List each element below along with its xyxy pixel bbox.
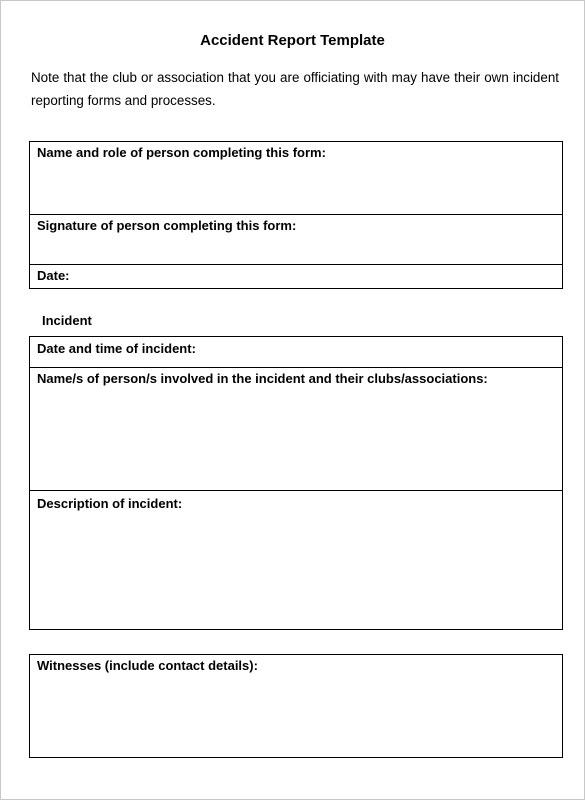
witness-table [29,654,563,758]
persons-involved-label: Name/s of person/s involved in the incident and their clubs/associations: [37,371,488,386]
incident-description-label: Description of incident: [37,496,183,511]
persons-involved-field[interactable] [30,368,563,491]
name-role-field[interactable] [30,142,563,215]
person-details-table [29,141,563,289]
witnesses-label: Witnesses (include contact details): [37,658,258,673]
intro-note: Note that the club or association that you are officiating with may have their own incident reporting forms and processes. [31,70,559,108]
incident-date-time-field[interactable] [30,337,563,368]
incident-heading: Incident [42,313,92,328]
signature-field[interactable] [30,215,563,265]
witnesses-field[interactable] [30,655,563,758]
incident-date-time-label: Date and time of incident: [37,341,196,356]
name-role-label: Name and role of person completing this form: [37,145,326,160]
date-field[interactable] [30,265,563,289]
date-label: Date: [37,268,70,283]
incident-description-field[interactable] [30,491,563,630]
document-title: Accident Report Template [200,32,385,49]
incident-table [29,336,563,630]
signature-label: Signature of person completing this form: [37,218,297,233]
